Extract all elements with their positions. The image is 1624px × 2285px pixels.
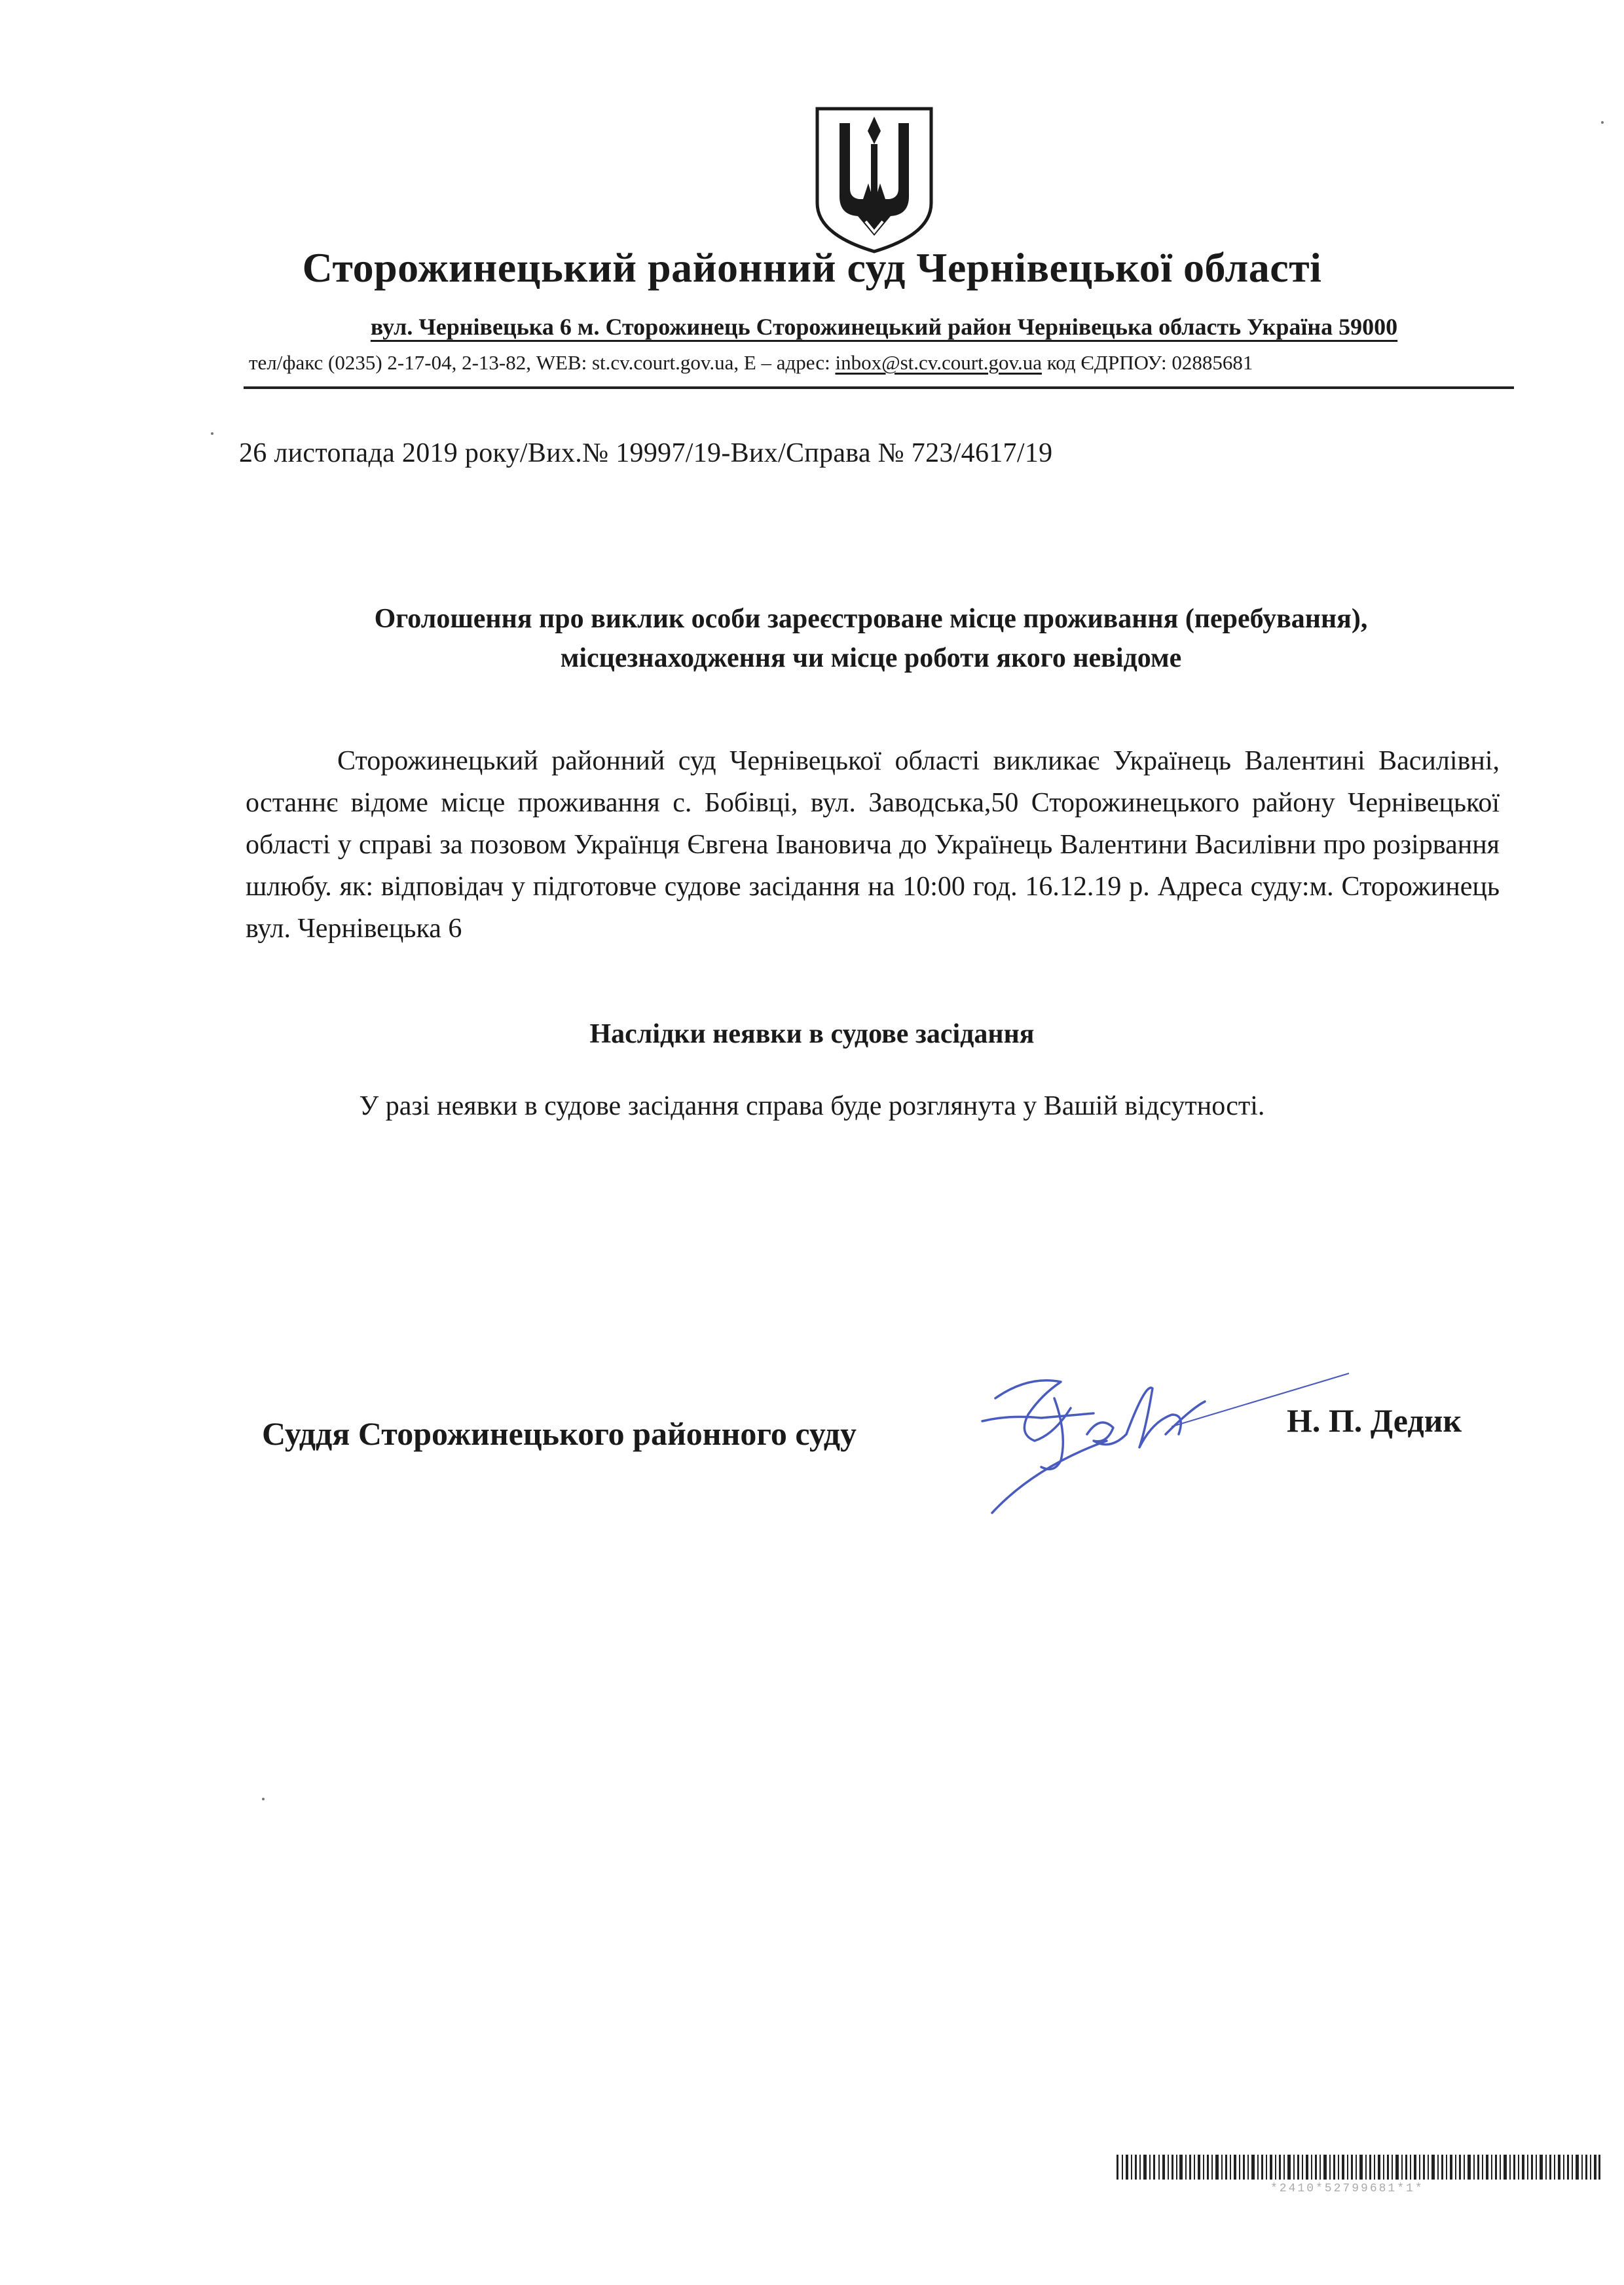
consequences-text: У разі неявки в судове засідання справа буде розглянута у Вашій відсутності. [359, 1091, 1265, 1121]
announcement-title-line-1: Оголошення про виклик особи зареєстроване місце проживання (перебування), [374, 604, 1368, 634]
barcode-icon [1116, 2155, 1601, 2180]
announcement-body-text: Сторожинецький районний суд Чернівецької області викликає Українець Валентині Василівні, останнє відоме місце проживання с. Бобівці, вул. Заводська,50 Сторожинецького району Чернівецької області у справі за позовом Українця Євгена Івановича до Українець Валентини Василівни про розірвання шлюбу. як: відповідач у підготовче судове засідання на 10:00 год. 16.12.19 р. Адреса суду:м. Сторожинець вул. Чернівецька 6 [246, 746, 1500, 944]
scan-speck [262, 1798, 265, 1800]
court-contacts [249, 351, 1513, 375]
announcement-body [246, 740, 1500, 950]
scan-speck [1601, 121, 1604, 124]
contacts-suffix: код ЄДРПОУ: 02885681 [1041, 351, 1253, 374]
outgoing-reference: 26 листопада 2019 року/Вих.№ 19997/19-Вих/Справа № 723/4617/19 [239, 438, 1053, 468]
judge-title: Суддя Сторожинецького районного суду [262, 1415, 857, 1452]
scan-speck [211, 432, 213, 435]
consequences-title: Наслідки неявки в судове засідання [589, 1019, 1035, 1049]
court-address: вул. Чернівецька 6 м. Сторожинець Сторожинецький район Чернівецька область Україна 59000 [370, 314, 1398, 340]
announcement-title-line-2: місцезнаходження чи місце роботи якого невідоме [560, 643, 1182, 673]
header-divider [244, 386, 1514, 389]
announcement-title [236, 599, 1506, 678]
court-name: Сторожинецький районний суд Чернівецької області [302, 244, 1322, 291]
trident-coat-of-arms-icon [812, 105, 936, 255]
barcode-number: *2410*52799681*1* [1270, 2182, 1424, 2195]
contacts-prefix: тел/факс (0235) 2-17-04, 2-13-82, WEB: st.cv.court.gov.ua, E – адрес: [249, 351, 836, 374]
judge-name: Н. П. Дедик [1287, 1402, 1462, 1439]
court-email-link[interactable]: inbox@st.cv.court.gov.ua [835, 351, 1042, 374]
